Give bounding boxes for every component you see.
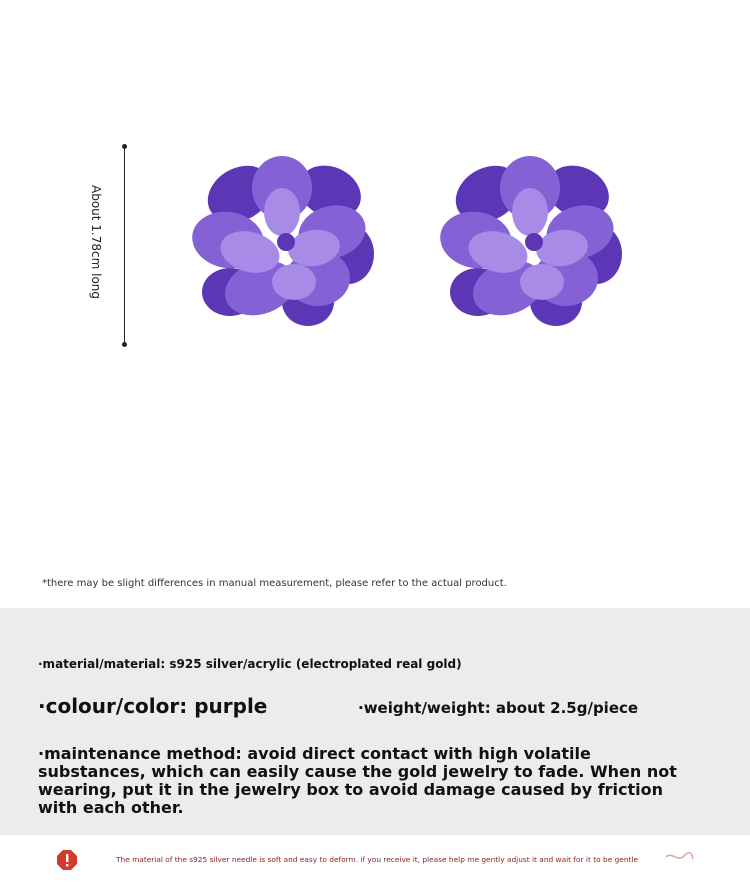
- flower-earring-left: [190, 152, 378, 334]
- spec-weight: ·weight/weight: about 2.5g/piece: [358, 699, 639, 717]
- spec-maintenance: ·maintenance method: avoid direct contact with high volatile substances, which can easily cause the gold jewelry to fade. When not wearing, put it in the jewelry box to avoid damage caused by friction with each other.: [38, 744, 677, 817]
- notice-bar: [0, 835, 750, 895]
- warning-icon: [56, 849, 78, 871]
- measurement-disclaimer: *there may be slight differences in manual measurement, please refer to the actual product.: [42, 578, 507, 589]
- needle-notice: The material of the s925 silver needle is soft and easy to deform. if you receive it, please help me gently adjust it and wait for it to be gentle: [116, 855, 639, 864]
- measurement-ruler: [124, 146, 125, 344]
- spec-material: ·material/material: s925 silver/acrylic (electroplated real gold): [38, 657, 462, 671]
- measurement-label: About 1.78cm long: [89, 184, 103, 300]
- earring-petals: [438, 154, 622, 326]
- decorative-swirl-icon: [664, 850, 694, 864]
- earring-petals: [190, 154, 374, 326]
- flower-earring-right: [438, 152, 626, 334]
- ruler-bottom-dot: [122, 342, 127, 347]
- spec-colour: ·colour/color: purple: [38, 694, 268, 718]
